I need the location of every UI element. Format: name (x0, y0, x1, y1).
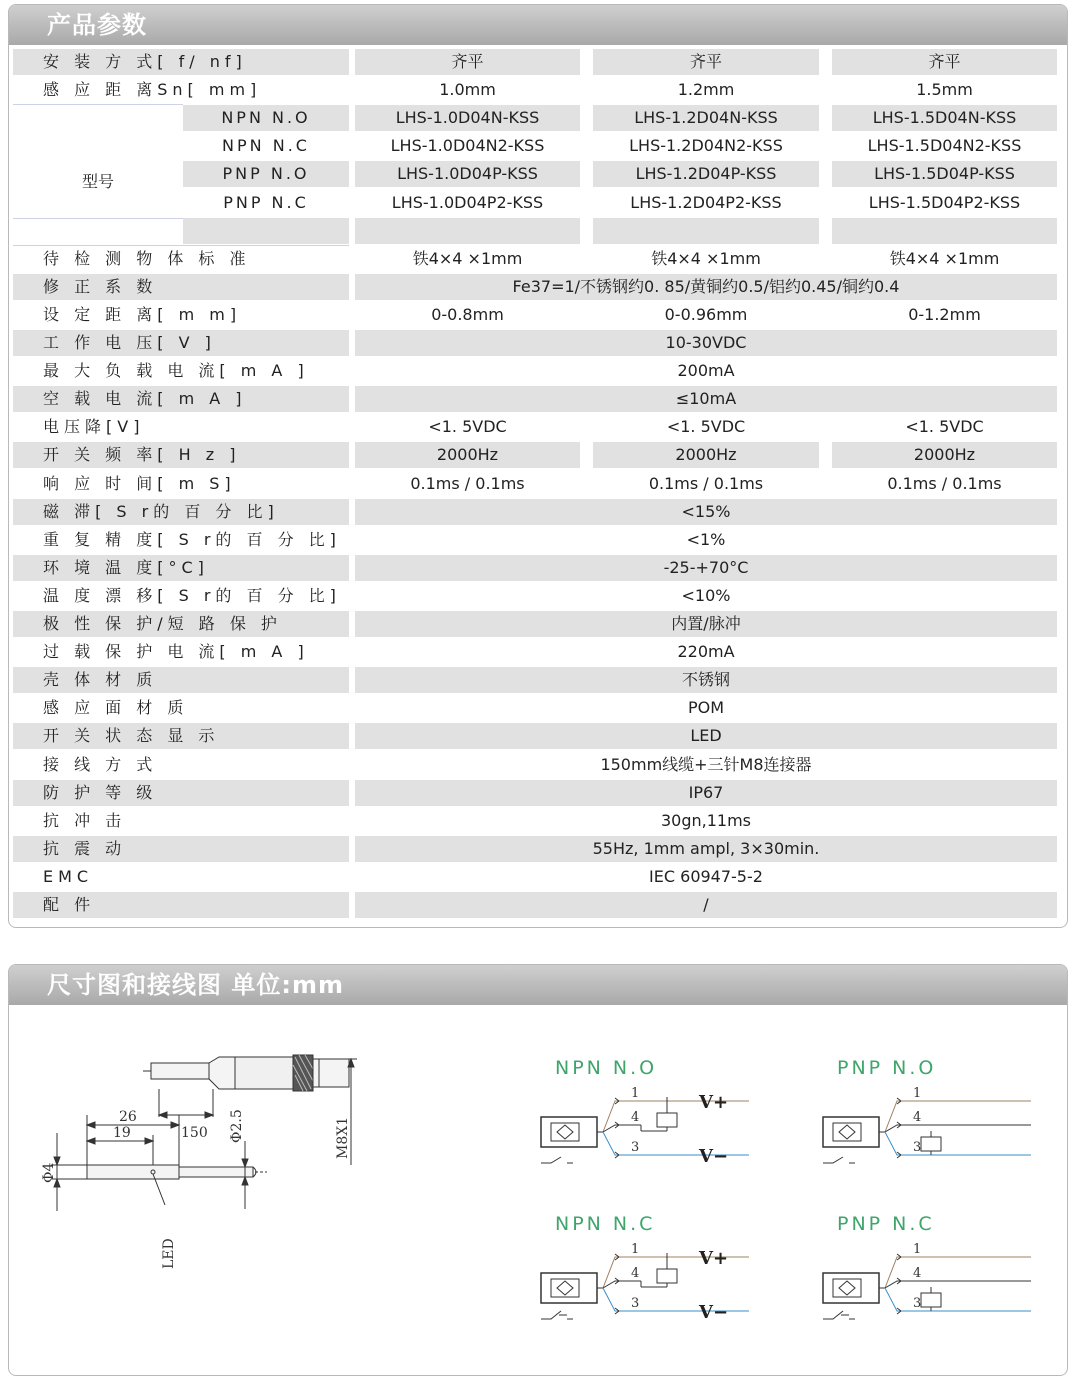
dim-led: LED (161, 1238, 177, 1269)
dim-150: 150 (181, 1125, 208, 1141)
model-label: 型号 (81, 172, 114, 191)
row-label: 空 载 电 流[ m A ] (13, 386, 349, 412)
v-minus: V− (699, 1302, 729, 1323)
row-value-2: 齐平 (593, 49, 819, 75)
table-row (9, 358, 1067, 384)
row-label: 防 护 等 级 (13, 780, 349, 806)
row-label: 重 复 精 度[ S r的 百 分 比] (43, 529, 341, 549)
table-row (9, 723, 1067, 749)
row-value-2: LHS-1.2D04P2-KSS (630, 192, 782, 212)
row-separator (13, 245, 349, 246)
row-value: 30gn,11ms (660, 810, 752, 830)
row-label: 修 正 系 数 (13, 274, 349, 300)
pin-4: 4 (631, 1266, 640, 1281)
row-value-3: 0-1.2mm (908, 304, 981, 324)
pin-4: 4 (913, 1110, 922, 1125)
table-row (9, 639, 1067, 665)
row-label: 电压降[V] (43, 417, 145, 437)
row-label: 响 应 时 间[ m S] (43, 473, 236, 493)
row-value-3: LHS-1.5D04P-KSS (832, 161, 1057, 187)
row-value: ≤10mA (355, 386, 1057, 412)
row-value-3: <1. 5VDC (905, 417, 984, 437)
row-label: EMC (43, 866, 94, 886)
wiring-pnp-nc (811, 1241, 1031, 1331)
sensor-face (833, 1279, 861, 1297)
table-row (9, 892, 1067, 918)
row-value: <1% (686, 529, 726, 549)
diagram-header: 尺寸图和接线图 单位:mm (9, 965, 1067, 1005)
row-value: / (355, 892, 1057, 918)
row-value-1: LHS-1.0D04N-KSS (355, 105, 580, 131)
table-row (9, 555, 1067, 581)
model-variant: PNP N.O (183, 161, 349, 187)
row-label: 环 境 温 度[°C] (13, 555, 349, 581)
row-value-1: <1. 5VDC (428, 417, 507, 437)
row-label: 待 检 测 物 体 标 准 (43, 248, 251, 268)
sensor-face (551, 1279, 579, 1297)
dim-m8: M8X1 (335, 1116, 351, 1159)
row-value-2: 2000Hz (593, 442, 819, 468)
dim-26: 26 (119, 1109, 137, 1125)
row-value-3: 2000Hz (832, 442, 1057, 468)
row-value-1: 齐平 (355, 49, 580, 75)
row-label: 接 线 方 式 (43, 754, 158, 774)
pin-4: 4 (631, 1110, 640, 1125)
pin-1: 1 (913, 1242, 922, 1257)
table-row (9, 442, 1067, 468)
row-value: <15% (355, 499, 1057, 525)
table-row (9, 246, 1067, 272)
row-value-2: LHS-1.2D04P-KSS (593, 161, 819, 187)
npn-no-title: NPN N.O (555, 1057, 658, 1079)
sensor-face (551, 1123, 579, 1141)
row-value-2: <1. 5VDC (666, 417, 746, 437)
row-value-1: 0-0.8mm (431, 304, 504, 324)
table-row (9, 330, 1067, 356)
row-value: LED (355, 723, 1057, 749)
pin-3: 3 (913, 1140, 922, 1155)
dim-19: 19 (113, 1125, 131, 1141)
row-value-3 (832, 218, 1057, 244)
row-value: 200mA (677, 361, 735, 381)
table-row (9, 527, 1067, 553)
model-variant: PNP N.C (223, 192, 309, 212)
model-variant: NPN N.C (222, 136, 310, 156)
row-label: 安 装 方 式[ f/ nf] (13, 49, 349, 75)
row-value-1 (355, 218, 580, 244)
wiring-npn-nc (529, 1241, 749, 1331)
row-value: IP67 (355, 780, 1057, 806)
table-row (9, 77, 1067, 103)
row-label: 感 应 距 离Sn[ mm] (43, 80, 262, 100)
row-label: 抗 震 动 (13, 836, 349, 862)
pin-3: 3 (631, 1296, 640, 1311)
dimension-drawing (9, 1005, 389, 1335)
params-header: 产品参数 (9, 5, 1067, 45)
table-row (9, 302, 1067, 328)
row-value-2: LHS-1.2D04N-KSS (593, 105, 819, 131)
row-value: 10-30VDC (355, 330, 1057, 356)
row-value: Fe37=1/不锈钢约0. 85/黄铜约0.5/铝约0.45/铜约0.4 (355, 274, 1057, 300)
row-label: 最 大 负 载 电 流[ m A ] (43, 361, 309, 381)
table-row (9, 386, 1067, 412)
table-row (9, 414, 1067, 440)
dim-phi25: Φ2.5 (229, 1109, 245, 1143)
table-row (9, 752, 1067, 778)
row-value-2 (593, 218, 819, 244)
row-value: 55Hz, 1mm ampl, 3×30min. (355, 836, 1057, 862)
row-value-1: 1.0mm (439, 80, 496, 100)
row-value-3: 0.1ms / 0.1ms (887, 473, 1002, 493)
row-value-2: 0-0.96mm (664, 304, 748, 324)
sensor-face (833, 1123, 861, 1141)
table-row (9, 695, 1067, 721)
dim-phi4: Φ4 (41, 1162, 57, 1183)
wiring-npn-no (529, 1085, 749, 1175)
row-separator (13, 218, 183, 219)
pnp-no-title: PNP N.O (837, 1057, 937, 1079)
pnp-nc-title: PNP N.C (837, 1213, 935, 1235)
row-label: 配 件 (13, 892, 349, 918)
row-value-3: LHS-1.5D04P2-KSS (868, 192, 1021, 212)
row-value-2: LHS-1.2D04N2-KSS (629, 136, 783, 156)
row-value-2: 1.2mm (677, 80, 735, 100)
table-row (9, 499, 1067, 525)
row-value-2: 铁4×4 ×1mm (651, 248, 761, 268)
row-label: 设 定 距 离[ m m] (43, 304, 242, 324)
model-variant (183, 218, 349, 244)
pin-1: 1 (631, 1242, 640, 1257)
table-row (9, 274, 1067, 300)
row-value: 不锈钢 (355, 667, 1057, 693)
pin-3: 3 (631, 1140, 640, 1155)
row-label: 壳 体 材 质 (13, 667, 349, 693)
row-label: 极 性 保 护/短 路 保 护 (13, 611, 349, 637)
pin-1: 1 (913, 1086, 922, 1101)
pin-1: 1 (631, 1086, 640, 1101)
diagram-panel (8, 964, 1068, 1376)
npn-nc-title: NPN N.C (555, 1213, 656, 1235)
row-label: 感 应 面 材 质 (43, 698, 189, 718)
table-row (9, 836, 1067, 862)
row-value-1: LHS-1.0D04P-KSS (355, 161, 580, 187)
v-plus: V+ (699, 1248, 729, 1269)
table-row (9, 611, 1067, 637)
row-value: 220mA (677, 642, 735, 662)
row-value: IEC 60947-5-2 (649, 866, 763, 886)
pin-4: 4 (913, 1266, 922, 1281)
row-value-3: LHS-1.5D04N-KSS (832, 105, 1057, 131)
table-row (9, 49, 1067, 75)
row-label: 磁 滞[ S r的 百 分 比] (13, 499, 349, 525)
pin-3: 3 (913, 1296, 922, 1311)
row-value-1: 2000Hz (355, 442, 580, 468)
row-label: 过 载 保 护 电 流[ m A ] (43, 642, 309, 662)
row-value-3: LHS-1.5D04N2-KSS (867, 136, 1022, 156)
wiring-pnp-no (811, 1085, 1031, 1175)
table-row (9, 583, 1067, 609)
row-value-1: LHS-1.0D04N2-KSS (390, 136, 545, 156)
row-value-2: 0.1ms / 0.1ms (648, 473, 764, 493)
row-value-1: 铁4×4 ×1mm (412, 248, 523, 268)
row-value-1: LHS-1.0D04P2-KSS (391, 192, 544, 212)
row-value: 150mm线缆+三针M8连接器 (600, 754, 812, 774)
table-row (9, 471, 1067, 497)
row-value-3: 齐平 (832, 49, 1057, 75)
row-value-3: 1.5mm (916, 80, 973, 100)
v-minus: V− (699, 1146, 729, 1167)
model-variant: NPN N.O (183, 105, 349, 131)
row-label: 工 作 电 压[ V ] (13, 330, 349, 356)
table-row (9, 667, 1067, 693)
row-label: 开 关 频 率[ H z ] (13, 442, 349, 468)
v-plus: V+ (699, 1092, 729, 1113)
row-value-3: 铁4×4 ×1mm (889, 248, 1000, 268)
table-row (9, 864, 1067, 890)
table-row (9, 780, 1067, 806)
row-label: 抗 冲 击 (43, 810, 127, 830)
table-row (9, 808, 1067, 834)
row-value: <10% (681, 585, 731, 605)
row-label: 温 度 漂 移[ S r的 百 分 比] (43, 585, 341, 605)
params-panel (8, 4, 1068, 928)
row-label: 开 关 状 态 显 示 (13, 723, 349, 749)
row-value-1: 0.1ms / 0.1ms (410, 473, 525, 493)
row-separator (13, 104, 183, 105)
row-value: POM (687, 698, 725, 718)
row-value: -25-+70°C (355, 555, 1057, 581)
row-value: 内置/脉冲 (355, 611, 1057, 637)
